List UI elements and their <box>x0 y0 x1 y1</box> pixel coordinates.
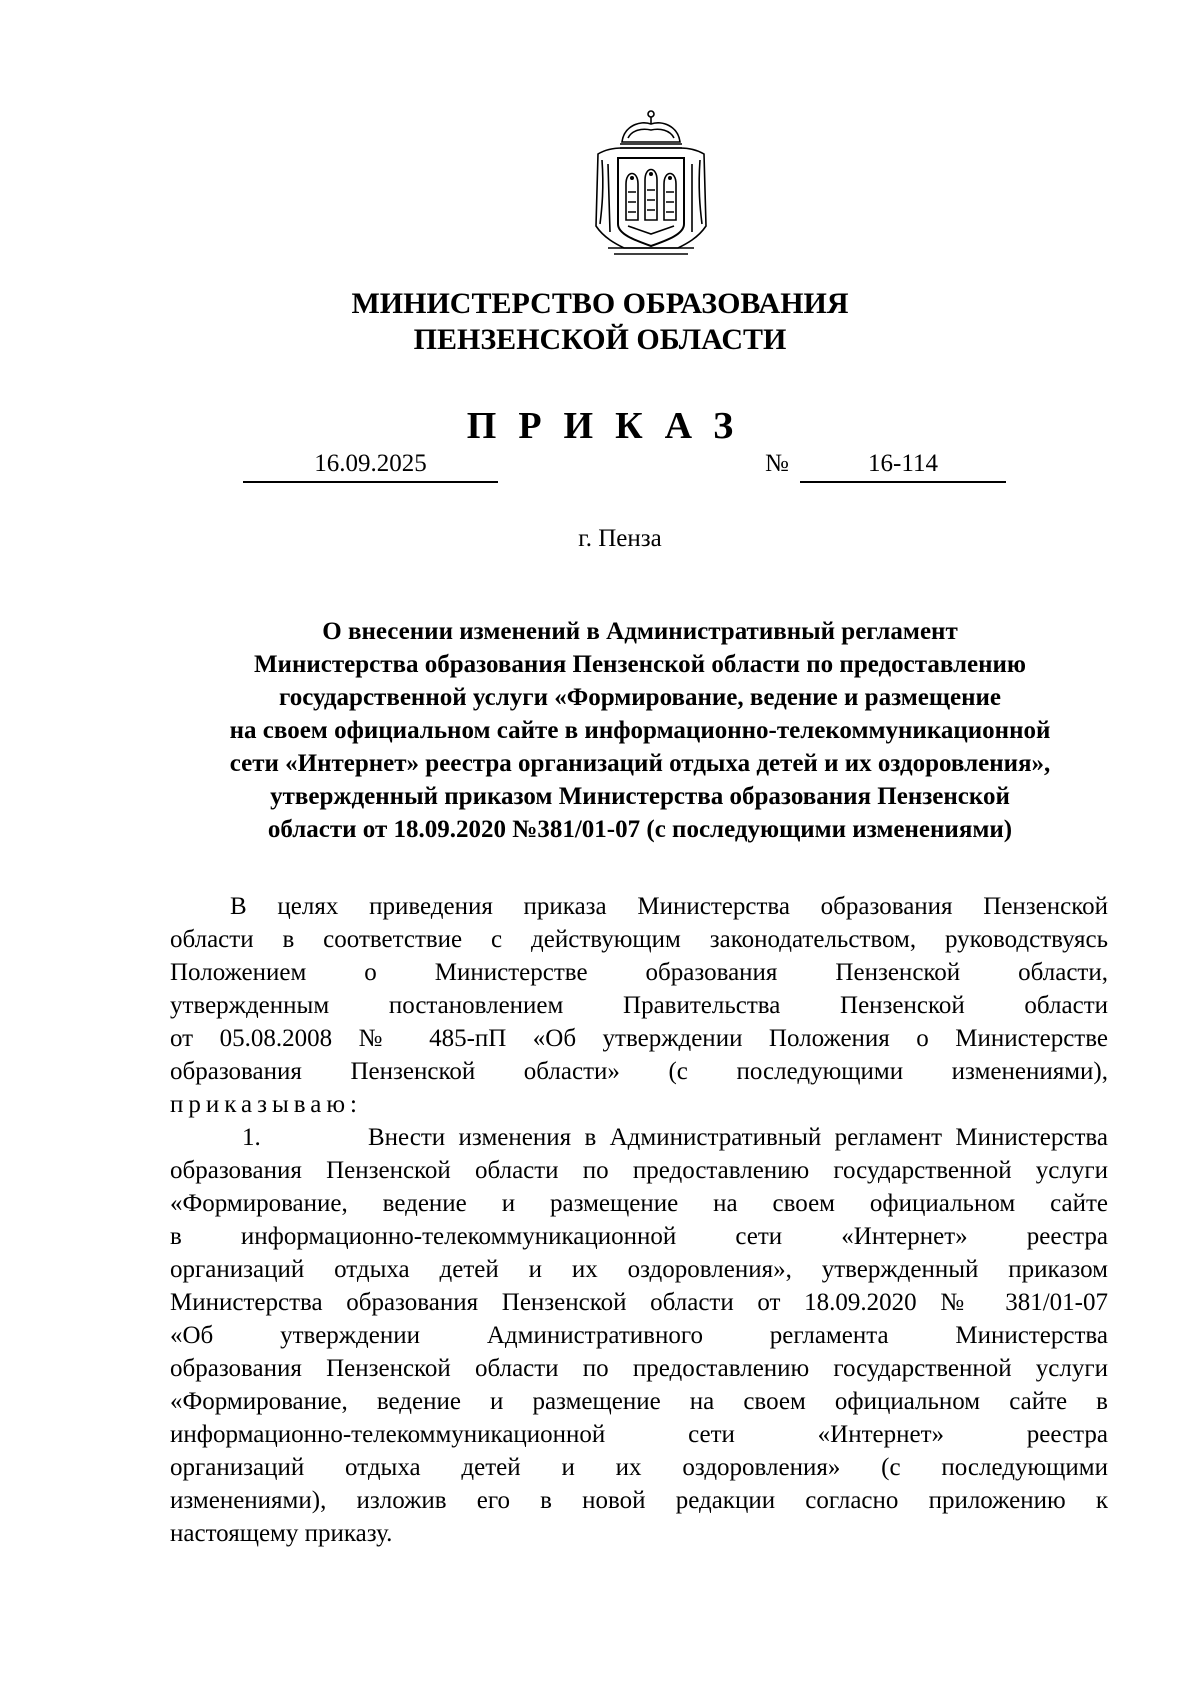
item-line: «Об утверждении Административного регламента Министерства <box>170 1322 1108 1349</box>
item-line: образования Пензенской области по предоставлению государственной услуги <box>170 1157 1108 1184</box>
item-line: «Формирование, ведение и размещение на своем официальном сайте в <box>170 1388 1108 1415</box>
preamble-line: В целях приведения приказа Министерства образования Пензенской <box>230 893 1108 920</box>
item-1-first-line <box>170 1121 1108 1154</box>
item-number: 1. <box>242 1124 261 1151</box>
city-name: г. Пенза <box>578 525 662 552</box>
item-line: настоящему приказу. <box>170 1520 393 1547</box>
item-line: Внести изменения в Административный регламент Министерства <box>368 1124 1108 1151</box>
item-line: в информационно-телекоммуникационной сети «Интернет» реестра <box>170 1223 1108 1250</box>
order-date: 16.09.2025 <box>314 450 427 477</box>
subject-line: О внесении изменений в Административный регламент <box>322 618 958 645</box>
date-underline <box>243 481 498 483</box>
order-subject <box>170 615 1110 846</box>
subject-line: государственной услуги «Формирование, ведение и размещение <box>278 684 1002 711</box>
number-sign: № <box>765 450 789 477</box>
subject-line: на своем официальном сайте в информационно-телекоммуникационной <box>229 717 1051 744</box>
preamble-line: утвержденным постановлением Правительства Пензенской области <box>170 992 1108 1019</box>
number-underline <box>800 481 1006 483</box>
order-number: 16-114 <box>868 450 938 477</box>
preamble-line: области в соответствие с действующим законодательством, руководствуясь <box>170 926 1108 953</box>
item-line: Министерства образования Пензенской области от 18.09.2020 № 381/01-07 <box>170 1289 1108 1316</box>
item-line: образования Пензенской области по предоставлению государственной услуги <box>170 1355 1108 1382</box>
subject-line: сети «Интернет» реестра организаций отдыха детей и их оздоровления», <box>229 750 1051 777</box>
preamble-line: Положением о Министерстве образования Пензенской области, <box>170 959 1108 986</box>
item-line: «Формирование, ведение и размещение на своем официальном сайте <box>170 1190 1108 1217</box>
preamble-line: образования Пензенской области» (с последующими изменениями), <box>170 1058 1108 1085</box>
item-1-paragraph <box>170 1121 1108 1550</box>
item-line: изменениями), изложив его в новой редакции согласно приложению к <box>170 1487 1108 1514</box>
ministry-name-line2: ПЕНЗЕНСКОЙ ОБЛАСТИ <box>413 323 787 356</box>
document-type-title: ПРИКАЗ <box>466 405 756 447</box>
preamble-paragraph <box>170 890 1108 1121</box>
ministry-name-line1: МИНИСТЕРСТВО ОБРАЗОВАНИЯ <box>351 287 849 320</box>
item-line: информационно-телекоммуникационной сети «Интернет» реестра <box>170 1421 1108 1448</box>
item-line: организаций отдыха детей и их оздоровления», утвержденный приказом <box>170 1256 1108 1283</box>
item-line: организаций отдыха детей и их оздоровления» (с последующими <box>170 1454 1108 1481</box>
preamble-line: от 05.08.2008 № 485-пП «Об утверждении Положения о Министерстве <box>170 1025 1108 1052</box>
subject-line: области от 18.09.2020 №381/01-07 (с последующими изменениями) <box>267 816 1013 843</box>
coat-of-arms-icon <box>588 108 714 258</box>
subject-line: Министерства образования Пензенской области по предоставлению <box>253 651 1027 678</box>
subject-line: утвержденный приказом Министерства образования Пензенской <box>270 783 1010 810</box>
preamble-line: приказываю: <box>170 1091 362 1118</box>
